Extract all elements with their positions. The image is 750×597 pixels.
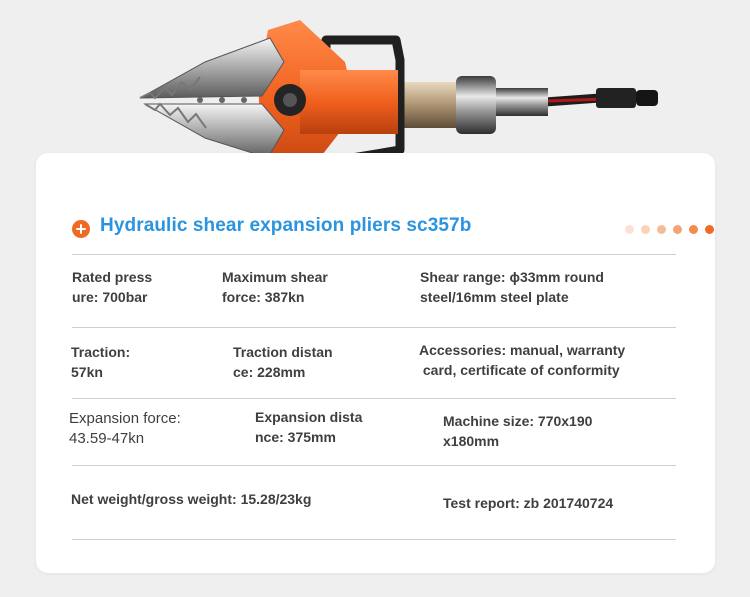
spec-expansion-force: Expansion force: 43.59-47kn <box>69 410 181 447</box>
spec-weight: Net weight/gross weight: 15.28/23kg <box>71 491 312 507</box>
spec-test-report: Test report: zb 201740724 <box>443 495 614 511</box>
spec-max-shear-force: Maximum shear force: 387kn <box>222 269 328 305</box>
spec-title: Hydraulic shear expansion pliers sc357b <box>100 215 472 236</box>
row-divider <box>72 465 676 466</box>
row-divider <box>72 327 676 328</box>
dot-icon <box>673 225 682 234</box>
spec-card <box>36 153 715 573</box>
spec-accessories: Accessories: manual, warranty card, certificate of conformity <box>419 342 626 378</box>
dot-icon <box>641 225 650 234</box>
spec-machine-size: Machine size: 770x190 x180mm <box>443 413 593 449</box>
spec-traction-distance: Traction distan ce: 228mm <box>233 344 333 380</box>
dot-icon <box>625 225 634 234</box>
row-divider <box>72 539 676 540</box>
plus-circle-icon <box>72 220 90 238</box>
dot-icon <box>657 225 666 234</box>
spec-shear-range: Shear range: ϕ33mm round steel/16mm steel plate <box>420 269 604 305</box>
row-divider <box>72 398 676 399</box>
row-divider <box>72 254 676 255</box>
spec-traction: Traction: 57kn <box>71 344 131 380</box>
dot-icon <box>705 225 714 234</box>
spec-title-row <box>72 215 676 241</box>
spec-expansion-distance: Expansion dista nce: 375mm <box>255 409 363 445</box>
dot-icon <box>689 225 698 234</box>
spec-rated-pressure: Rated press ure: 700bar <box>72 269 153 305</box>
